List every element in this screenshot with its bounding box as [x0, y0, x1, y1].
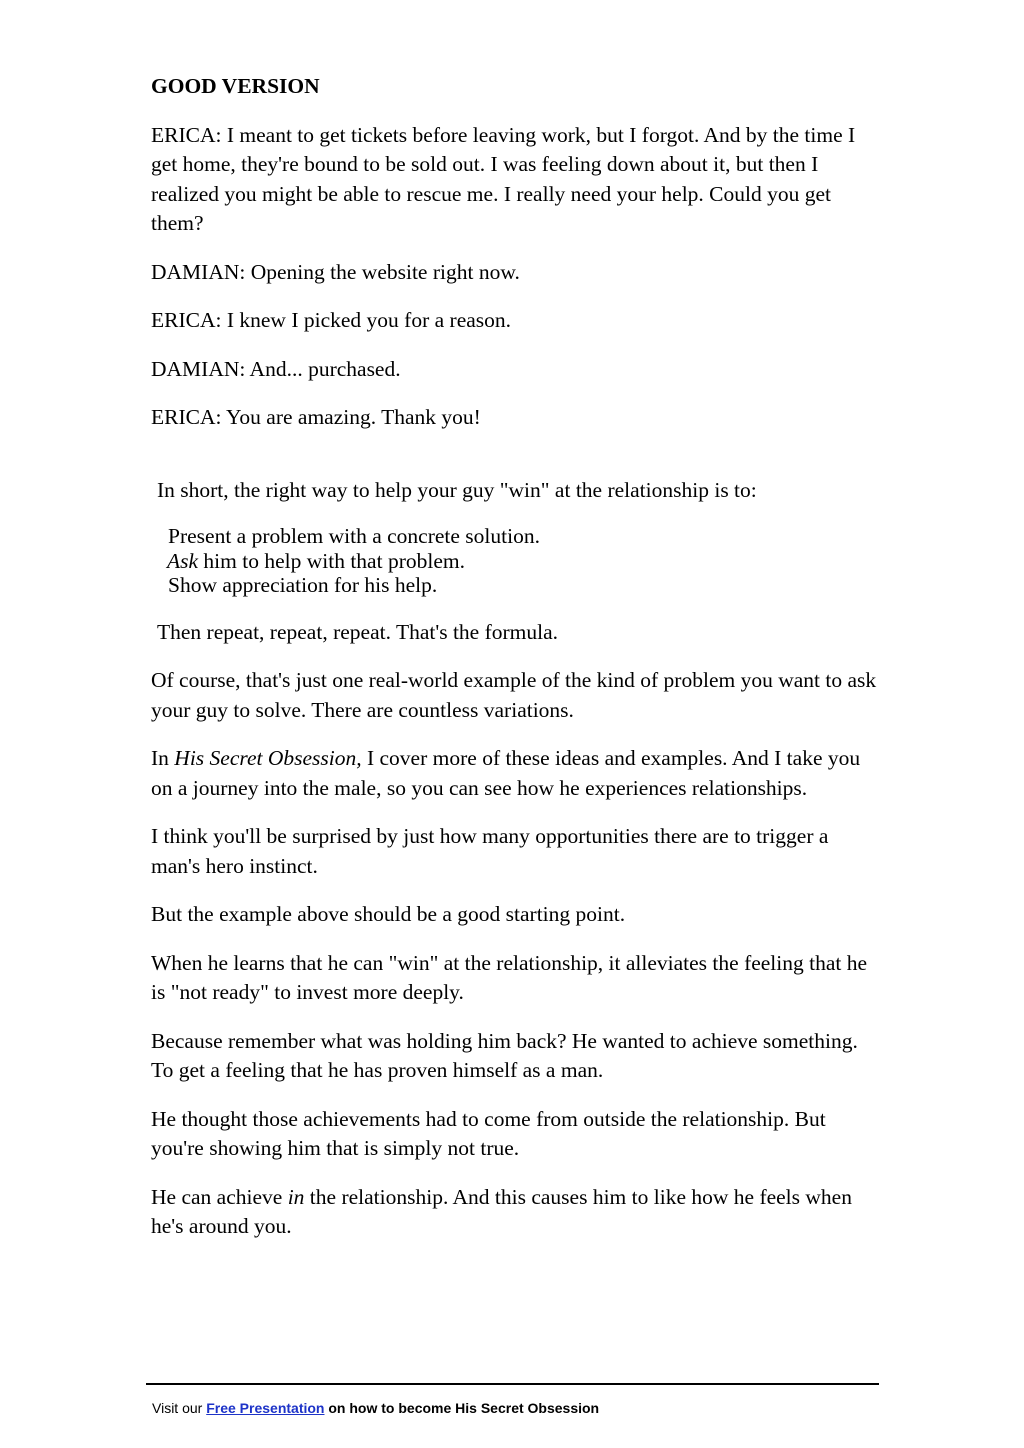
paragraph-win: When he learns that he can "win" at the relationship, it alleviates the feeling that he is "not ready" to invest more deeply.	[151, 950, 868, 1004]
step-1-text: Present a problem with a concrete solution.	[168, 524, 540, 548]
footer-prefix: Visit our	[152, 1400, 207, 1416]
paragraph-surprised: I think you'll be surprised by just how many opportunities there are to trigger a man's hero instinct.	[151, 824, 829, 878]
paragraph-starting-point: But the example above should be a good starting point.	[151, 902, 626, 926]
achieve-rest: the relationship. And this causes him to like how he feels when he's around you.	[151, 1184, 852, 1238]
list-item	[168, 573, 881, 598]
paragraph-example: Of course, that's just one real-world example of the kind of problem you want to ask your guy to solve. There are countless variations.	[151, 668, 877, 722]
step-2-italic: Ask	[167, 548, 199, 573]
book-rest: I cover more of these ideas and examples. And I take you on a journey into the male, so you can see how he experiences relationships.	[151, 746, 861, 800]
paragraph-thought: He thought those achievements had to come from outside the relationship. But you're showing him that is simply not true.	[151, 1106, 826, 1160]
summary-intro: In short, the right way to help your guy "win" at the relationship is to:	[157, 477, 757, 502]
paragraph-remember: Because remember what was holding him back? He wanted to achieve something. To get a feeling that he has proven himself as a man.	[151, 1028, 858, 1082]
dialogue-damian-1: DAMIAN: Opening the website right now.	[151, 259, 520, 284]
footer-divider	[146, 1383, 879, 1385]
steps-list	[151, 524, 881, 598]
achieve-prefix: He can achieve	[151, 1184, 288, 1209]
list-item	[167, 549, 881, 574]
step-3-text: Show appreciation for his help.	[168, 573, 438, 597]
paragraph-book	[151, 744, 881, 803]
achieve-italic: in	[287, 1184, 305, 1209]
free-presentation-link[interactable]: Free Presentation	[206, 1400, 325, 1416]
step-2-text: him to help with that problem.	[198, 548, 465, 573]
book-prefix: In	[151, 746, 175, 770]
paragraph-achieve	[151, 1183, 881, 1242]
document-body	[151, 72, 881, 1261]
footer	[152, 1399, 599, 1417]
book-title: His Secret Obsession,	[174, 746, 362, 770]
dialogue-erica-1: ERICA: I meant to get tickets before leaving work, but I forgot. And by the time I get home, they're bound to be sold out. I was feeling down about it, but then I realized you might be able to rescue me. I really need your help. Could you get them?	[151, 122, 856, 235]
section-heading: GOOD VERSION	[151, 74, 320, 98]
formula-line: Then repeat, repeat, repeat. That's the formula.	[157, 619, 559, 644]
dialogue-damian-2: DAMIAN: And... purchased.	[151, 356, 401, 381]
dialogue-erica-3: ERICA: You are amazing. Thank you!	[151, 405, 481, 429]
list-item	[168, 524, 881, 549]
dialogue-erica-2: ERICA: I knew I picked you for a reason.	[151, 308, 512, 332]
footer-suffix: on how to become His Secret Obsession	[324, 1400, 600, 1416]
spacer	[151, 452, 881, 476]
